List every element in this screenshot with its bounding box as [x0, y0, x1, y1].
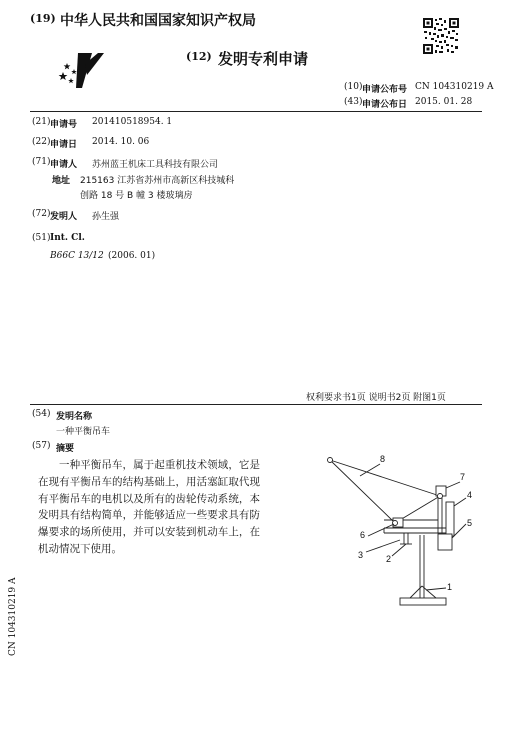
- applicant-value: 苏州蓝王机床工具科技有限公司: [92, 160, 219, 170]
- applicant-code: (71): [32, 157, 51, 167]
- applicant-label: 申请人: [50, 160, 78, 170]
- pub-number-value: CN 104310219 A: [415, 82, 494, 92]
- qr-code-icon: [422, 17, 460, 55]
- cnipa-logo-icon: [58, 50, 108, 90]
- pub-date-value: 2015. 01. 28: [415, 97, 473, 107]
- drawing-label-1: 1: [447, 582, 453, 592]
- inventor-value: 孙生强: [92, 212, 120, 222]
- page-counts: 权利要求书1页 说明书2页 附图1页: [306, 393, 446, 403]
- app-date-label: 申请日: [50, 140, 78, 150]
- intcl-version: (2006. 01): [108, 251, 156, 261]
- drawing-label-7: 7: [460, 472, 466, 482]
- office-code: (19): [30, 12, 56, 25]
- drawing-label-2: 2: [386, 554, 392, 564]
- title-label: 发明名称: [56, 412, 93, 422]
- patent-drawing: [300, 440, 490, 620]
- pub-date-code: (43): [344, 97, 363, 107]
- pub-number-label: 申请公布号: [362, 85, 408, 95]
- address-label: 地址: [52, 176, 71, 186]
- app-no-code: (21): [32, 117, 51, 127]
- header-divider: [30, 111, 482, 112]
- address-line-2: 创路 18 号 B 幢 3 楼玻璃房: [80, 191, 193, 201]
- doc-kind-code: (12): [186, 50, 212, 63]
- pub-date-label: 申请公布日: [362, 100, 408, 110]
- drawing-label-3: 3: [358, 550, 364, 560]
- side-publication-number: CN 104310219 A: [8, 577, 18, 656]
- inventor-label: 发明人: [50, 212, 78, 222]
- drawing-label-4: 4: [467, 490, 473, 500]
- app-date-value: 2014. 10. 06: [92, 137, 150, 147]
- drawing-label-6: 6: [360, 530, 366, 540]
- abstract-code: (57): [32, 441, 51, 451]
- invention-title: 一种平衡吊车: [56, 427, 111, 437]
- address-line-1: 215163 江苏省苏州市高新区科技城科: [80, 176, 235, 186]
- abstract-label: 摘要: [56, 444, 75, 454]
- app-no-value: 201410518954. 1: [92, 117, 173, 127]
- intcl-code: (51): [32, 233, 51, 243]
- intcl-label: Int. Cl.: [50, 233, 85, 243]
- app-date-code: (22): [32, 137, 51, 147]
- app-no-label: 申请号: [50, 120, 78, 130]
- doc-kind-title: 发明专利申请: [218, 50, 309, 68]
- intcl-class: B66C 13/12: [50, 251, 104, 261]
- section-divider: [30, 404, 482, 405]
- office-name: 中华人民共和国国家知识产权局: [60, 13, 256, 29]
- pub-number-code: (10): [344, 82, 363, 92]
- title-code: (54): [32, 409, 51, 419]
- drawing-label-5: 5: [467, 518, 473, 528]
- drawing-label-8: 8: [380, 454, 386, 464]
- abstract-text: 一种平衡吊车，属于起重机技术领域，它是在现有平衡吊车的结构基础上，用活塞缸取代现有平衡吊车的电机以及所有的齿轮传动系统，本发明具有结构简单，并能够适应一些要求具有防爆要求的场所使用，并可以安装到机动车上，在机动情况下使用。: [38, 459, 260, 555]
- inventor-code: (72): [32, 209, 51, 219]
